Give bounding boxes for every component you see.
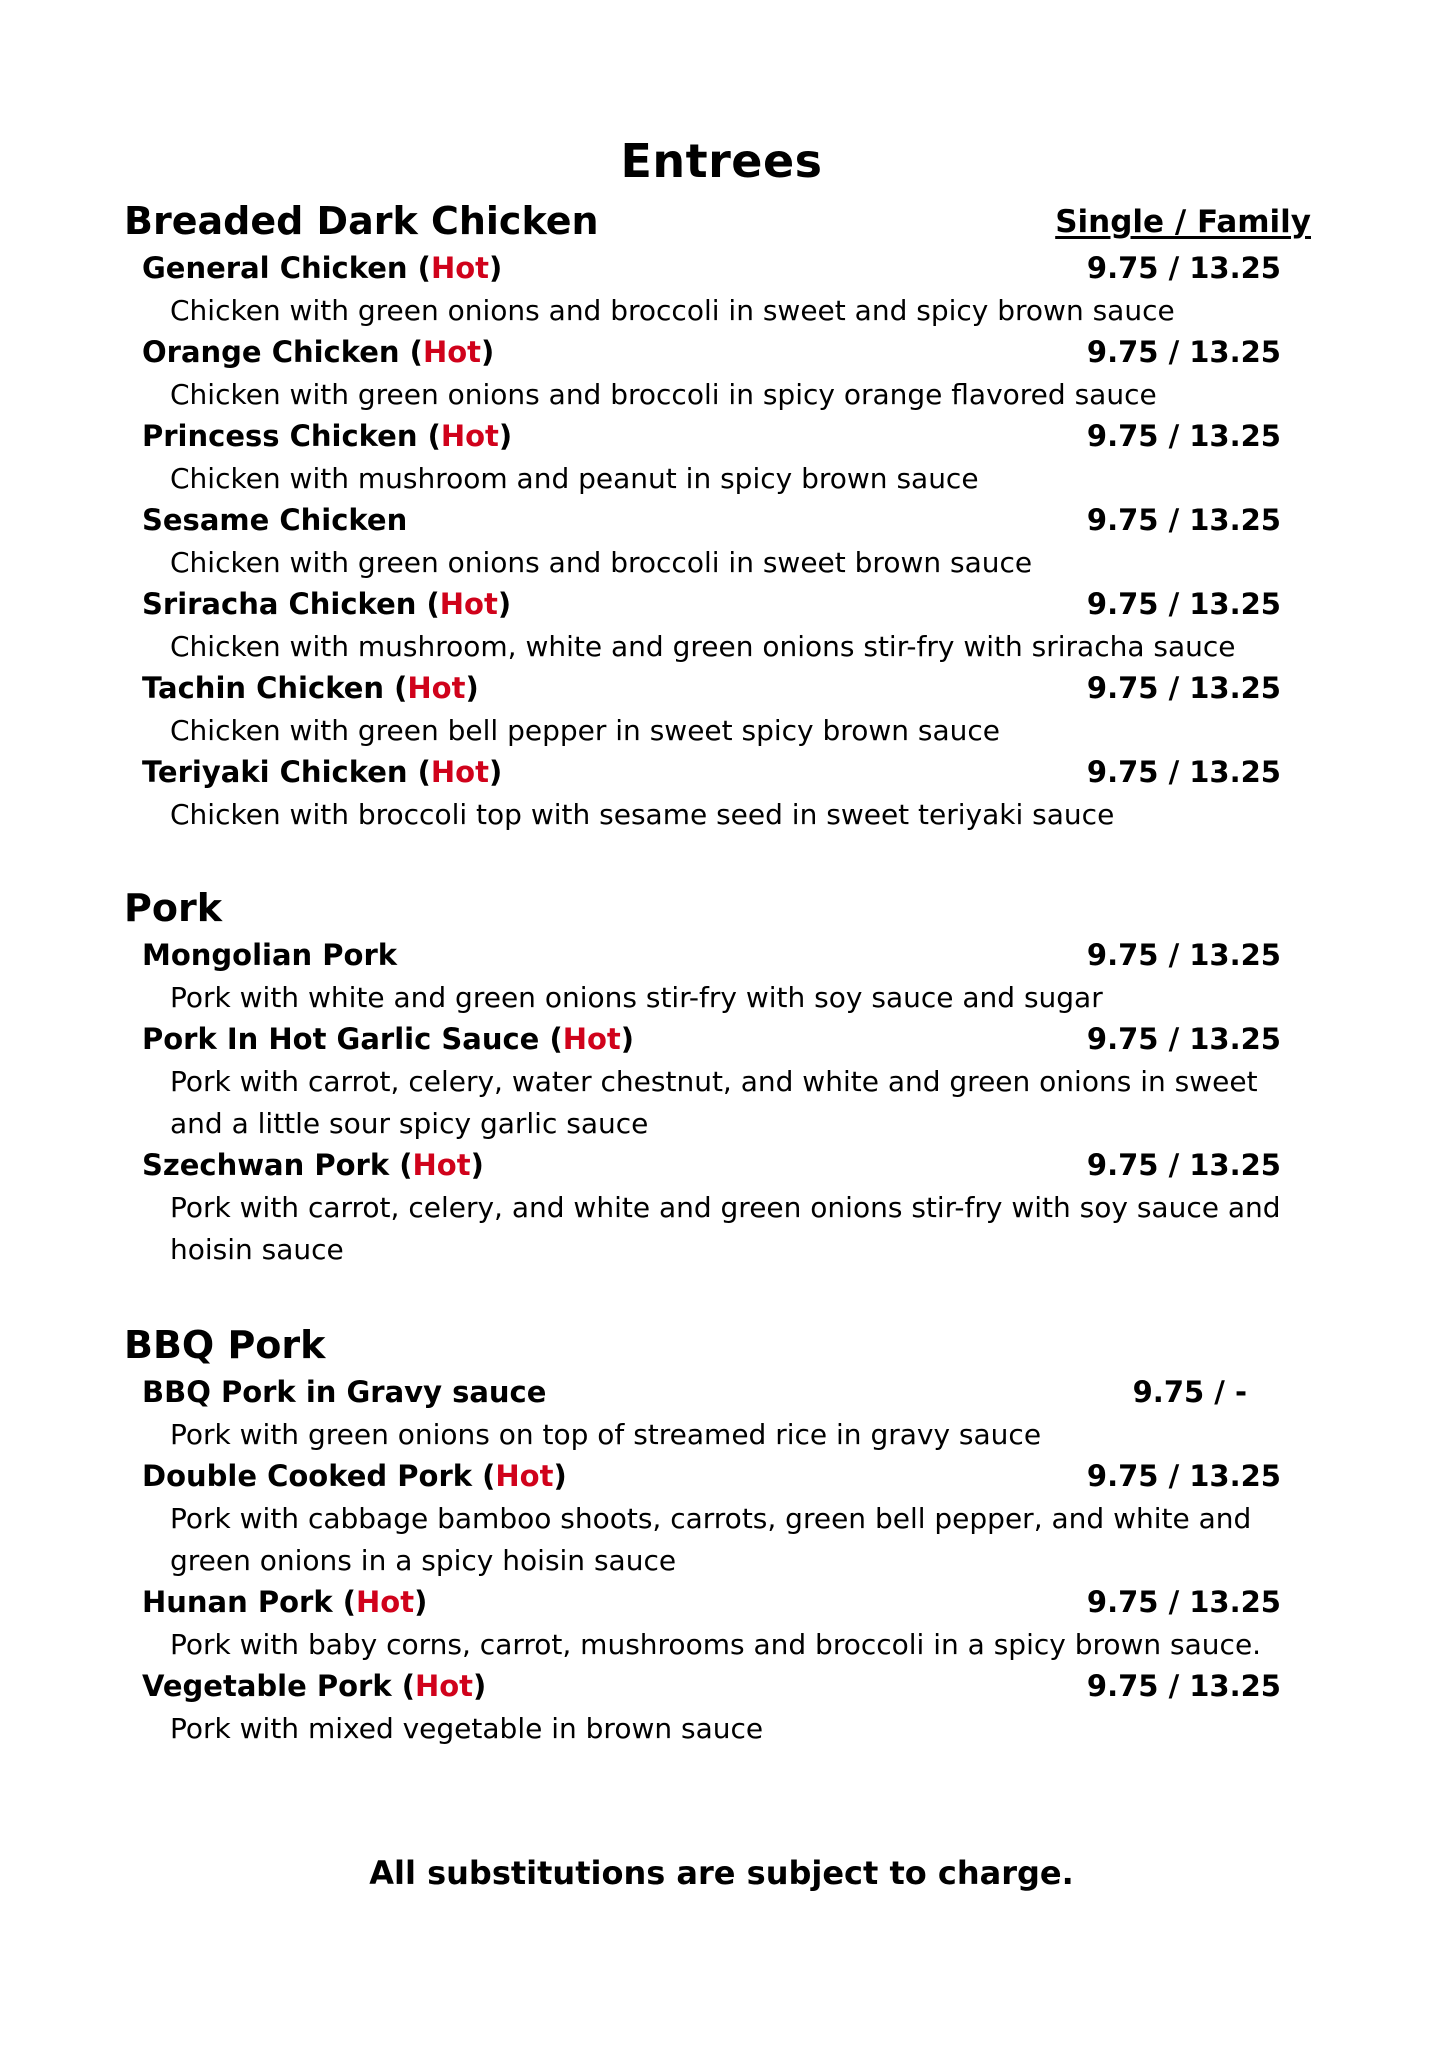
menu-item-description: and a little sour spicy garlic sauce [170, 1107, 649, 1140]
menu-item-price: 9.75 / 13.25 [1086, 1022, 1281, 1056]
hot-label: Hot [495, 1459, 554, 1493]
menu-item-name: Princess Chicken (Hot) [142, 419, 513, 453]
menu-item-name: Orange Chicken (Hot) [142, 335, 495, 369]
menu-item-description: Pork with green onions on top of streamed rice in gravy sauce [170, 1418, 1042, 1451]
menu-item-price: 9.75 / 13.25 [1086, 755, 1281, 789]
hot-label: Hot [414, 1669, 474, 1703]
menu-item-description: Chicken with green onions and broccoli in sweet and spicy brown sauce [170, 294, 1175, 327]
hot-label: Hot [562, 1022, 621, 1056]
item-name-text: Szechwan Pork [142, 1148, 390, 1182]
section-title: Pork [124, 886, 222, 930]
menu-item-name: Pork In Hot Garlic Sauce (Hot) [142, 1022, 635, 1056]
menu-item-name: Vegetable Pork (Hot) [142, 1669, 487, 1703]
menu-item-description: Chicken with broccoli top with sesame seed in sweet teriyaki sauce [170, 798, 1115, 831]
item-name-text: Pork In Hot Garlic Sauce [142, 1022, 540, 1056]
menu-item-price: 9.75 / 13.25 [1086, 1459, 1281, 1493]
hot-label: Hot [430, 251, 489, 285]
menu-item-price: 9.75 / 13.25 [1086, 503, 1281, 537]
menu-item-price: 9.75 / 13.25 [1086, 251, 1281, 285]
item-name-text: Mongolian Pork [142, 938, 398, 972]
item-name-text: Hunan Pork [142, 1585, 333, 1619]
item-name-text: BBQ Pork in Gravy sauce [142, 1375, 547, 1409]
menu-item-name [142, 935, 397, 975]
menu-item-description: green onions in a spicy hoisin sauce [170, 1544, 677, 1577]
item-name-text: Sriracha Chicken [142, 587, 417, 621]
page-title: Entrees [620, 134, 823, 188]
menu-item-price: 9.75 / 13.25 [1086, 1669, 1281, 1703]
menu-item-price: 9.75 / 13.25 [1086, 1148, 1281, 1182]
menu-item-price: 9.75 / 13.25 [1086, 419, 1281, 453]
menu-item-name [142, 500, 407, 540]
item-name-text: General Chicken [142, 251, 408, 285]
hot-label: Hot [430, 755, 489, 789]
menu-item-name: Double Cooked Pork (Hot) [142, 1459, 567, 1493]
item-name-text: Orange Chicken [142, 335, 400, 369]
menu-item-price: 9.75 / - [1132, 1375, 1247, 1409]
menu-item-description: Chicken with green onions and broccoli in spicy orange flavored sauce [170, 378, 1157, 411]
section-title: Breaded Dark Chicken [124, 199, 599, 243]
item-name-text: Tachin Chicken [142, 671, 385, 705]
menu-item-description: Pork with carrot, celery, and white and green onions stir-fry with soy sauce and [170, 1191, 1281, 1224]
menu-item-name: Teriyaki Chicken (Hot) [142, 755, 503, 789]
menu-item-description: Pork with baby corns, carrot, mushrooms and broccoli in a spicy brown sauce. [170, 1628, 1262, 1661]
item-name-text: Teriyaki Chicken [142, 755, 408, 789]
menu-item-description: Pork with mixed vegetable in brown sauce [170, 1712, 764, 1745]
hot-label: Hot [422, 335, 481, 369]
menu-item-description: Chicken with green bell pepper in sweet spicy brown sauce [170, 714, 1000, 747]
menu-item-name: Szechwan Pork (Hot) [142, 1148, 484, 1182]
menu-item-name: General Chicken (Hot) [142, 251, 503, 285]
hot-label: Hot [440, 419, 499, 453]
item-name-text: Sesame Chicken [142, 503, 408, 537]
menu-item-description: Chicken with green onions and broccoli in sweet brown sauce [170, 546, 1033, 579]
menu-item-name: Hunan Pork (Hot) [142, 1585, 428, 1619]
menu-item-description: Chicken with mushroom and peanut in spicy brown sauce [170, 462, 979, 495]
menu-item-name [142, 1372, 546, 1412]
item-name-text: Double Cooked Pork [142, 1459, 473, 1493]
menu-item-description: Pork with white and green onions stir-fry with soy sauce and sugar [170, 981, 1103, 1014]
menu-item-description: Pork with cabbage bamboo shoots, carrots, green bell pepper, and white and [170, 1502, 1252, 1535]
item-name-text: Vegetable Pork [142, 1669, 392, 1703]
menu-item-description: Pork with carrot, celery, water chestnut, and white and green onions in sweet [170, 1065, 1258, 1098]
menu-item-price: 9.75 / 13.25 [1086, 1585, 1281, 1619]
hot-label: Hot [356, 1585, 415, 1619]
hot-label: Hot [412, 1148, 471, 1182]
menu-item-price: 9.75 / 13.25 [1086, 587, 1281, 621]
item-name-text: Princess Chicken [142, 419, 418, 453]
menu-item-price: 9.75 / 13.25 [1086, 335, 1281, 369]
menu-item-price: 9.75 / 13.25 [1086, 938, 1281, 972]
footer-note: All substitutions are subject to charge. [369, 1854, 1074, 1892]
hot-label: Hot [439, 587, 498, 621]
hot-label: Hot [407, 671, 466, 705]
price-column-header: Single / Family [1055, 204, 1311, 240]
menu-item-description: Chicken with mushroom, white and green onions stir-fry with sriracha sauce [170, 630, 1236, 663]
menu-item-name: Sriracha Chicken (Hot) [142, 587, 512, 621]
menu-item-name: Tachin Chicken (Hot) [142, 671, 479, 705]
menu-item-description: hoisin sauce [170, 1233, 344, 1266]
menu-item-price: 9.75 / 13.25 [1086, 671, 1281, 705]
section-title: BBQ Pork [124, 1323, 326, 1367]
